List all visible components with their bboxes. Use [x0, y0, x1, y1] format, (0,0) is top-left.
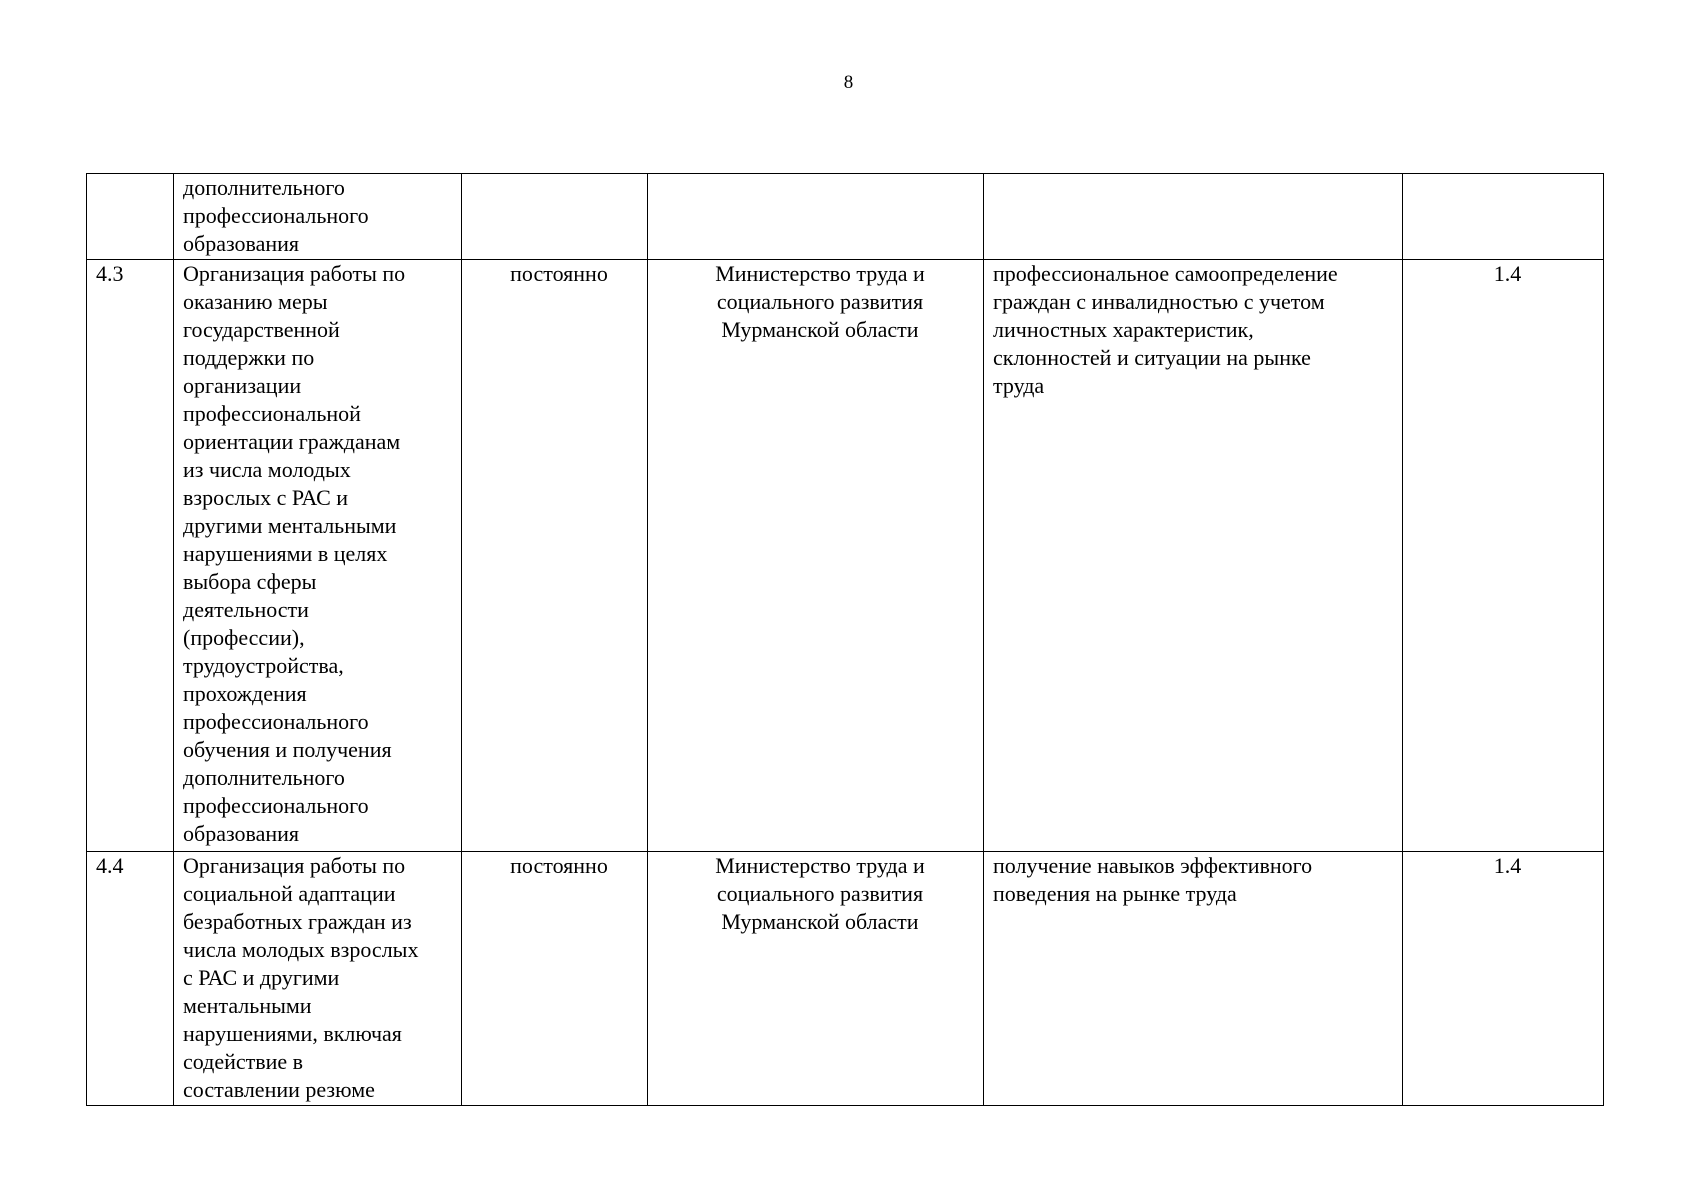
executor-text: Министерство труда и социального развития Мурманской области	[715, 261, 925, 342]
measure-text: Организация работы по социальной адаптации безработных граждан из числа молодых взрослых с РАС и другими ментальными нарушениями, включая содействие в составлении резюме	[183, 853, 419, 1102]
result-text: профессиональное самоопределение граждан с инвалидностью с учетом личностных характеристик, склонностей и ситуации на рынке труда	[993, 261, 1338, 398]
row-number: 4.4	[96, 853, 124, 878]
measure-cell	[174, 174, 462, 260]
term-cell	[462, 174, 648, 260]
measures-table	[86, 173, 1604, 1106]
measure-cell	[174, 260, 462, 852]
executor-cell	[648, 852, 984, 1106]
measure-text: дополнительного профессионального образования	[183, 175, 369, 256]
indicator-cell	[1403, 174, 1604, 260]
row-number: 4.3	[96, 261, 124, 286]
indicator-text: 1.4	[1493, 853, 1522, 878]
result-text: получение навыков эффективного поведения на рынке труда	[993, 853, 1313, 906]
table-row	[87, 174, 1604, 260]
row-number-cell	[87, 174, 174, 260]
indicator-cell	[1403, 260, 1604, 852]
result-cell	[984, 852, 1403, 1106]
term-text: постоянно	[510, 261, 608, 286]
indicator-text: 1.4	[1493, 261, 1522, 286]
executor-text: Министерство труда и социального развития Мурманской области	[715, 853, 925, 934]
table-row	[87, 852, 1604, 1106]
term-cell	[462, 852, 648, 1106]
term-text: постоянно	[510, 853, 608, 878]
executor-cell	[648, 174, 984, 260]
measure-text: Организация работы по оказанию меры государственной поддержки по организации профессиональной ориентации гражданам из числа молодых взрослых с РАС и другими ментальными нарушениями в целях выбора сферы деятельности (профессии), трудоустройства, прохождения профессионального обучения и получения дополнительного профессионального образования	[183, 261, 406, 846]
measure-cell	[174, 852, 462, 1106]
result-cell	[984, 260, 1403, 852]
row-number-cell	[87, 852, 174, 1106]
page-number: 8	[843, 72, 854, 93]
indicator-cell	[1403, 852, 1604, 1106]
term-cell	[462, 260, 648, 852]
row-number-cell	[87, 260, 174, 852]
result-cell	[984, 174, 1403, 260]
executor-cell	[648, 260, 984, 852]
table-row	[87, 260, 1604, 852]
